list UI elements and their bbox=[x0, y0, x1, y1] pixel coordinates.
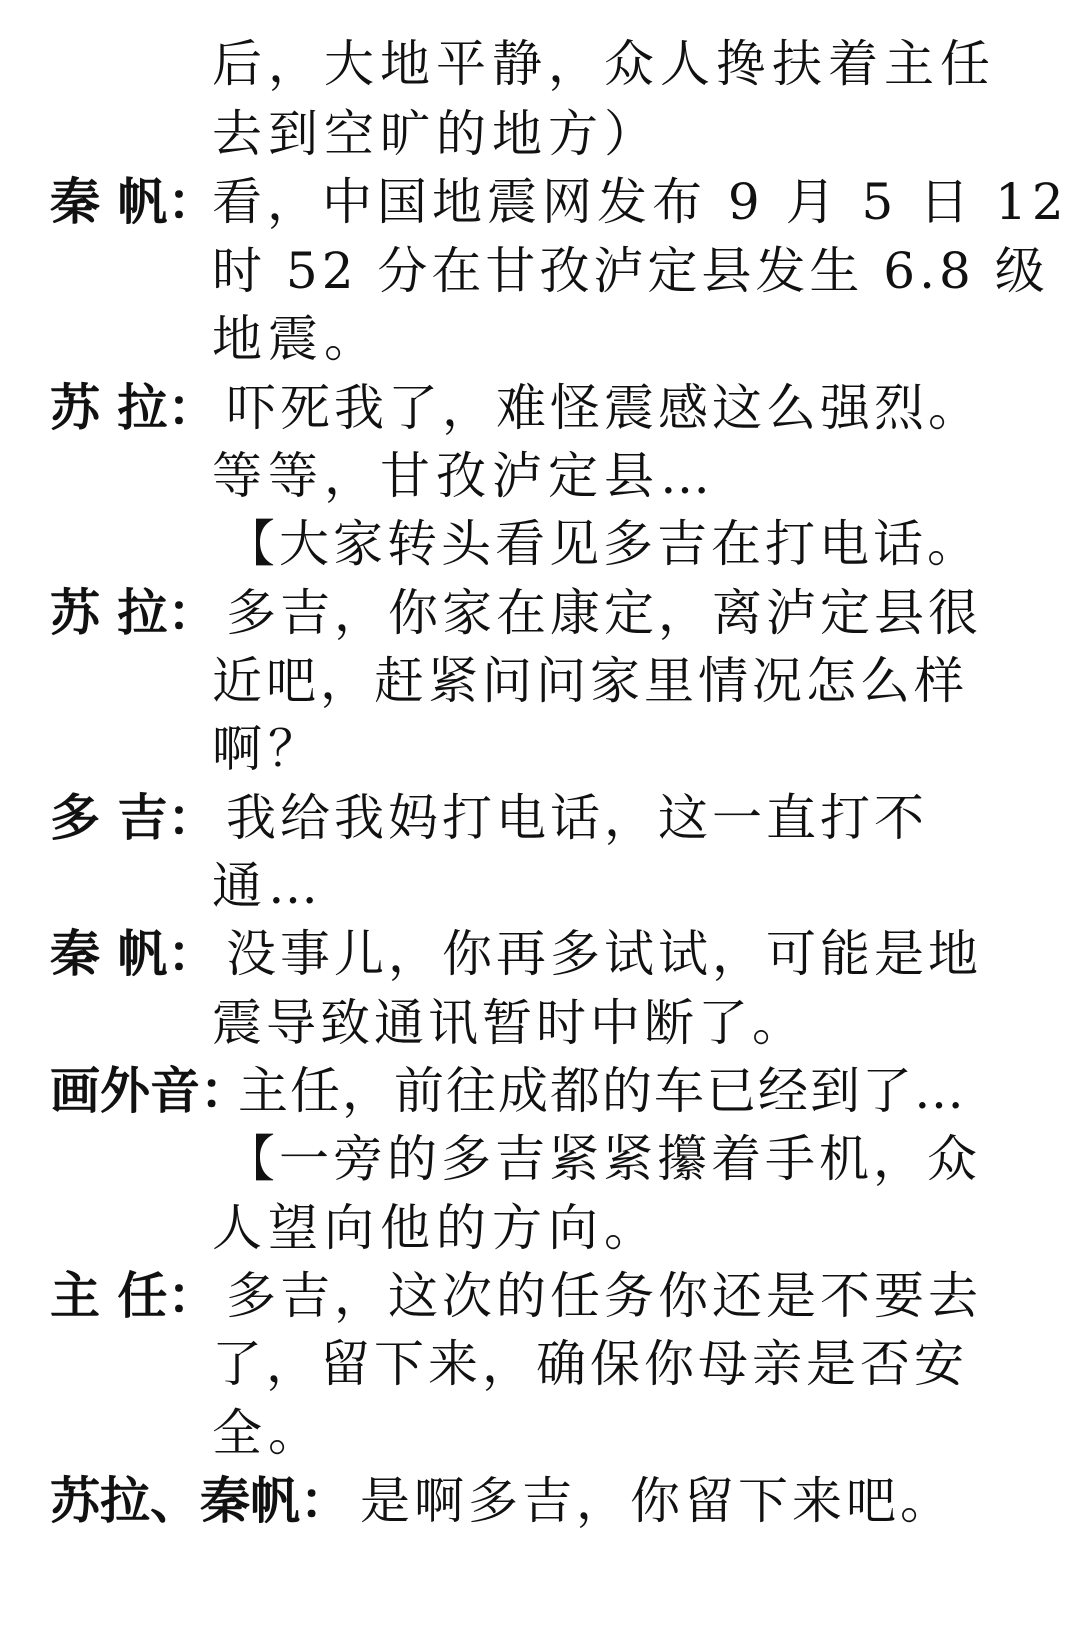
script-line bbox=[0, 1397, 1080, 1469]
stage-direction-text: 【一旁的多吉紧紧攥着手机，众 bbox=[225, 1130, 981, 1188]
script-line bbox=[0, 1465, 1080, 1537]
dialogue-text: 去到空旷的地方） bbox=[212, 105, 660, 163]
speaker-name: 秦 帆： bbox=[50, 924, 218, 983]
speaker-name: 苏 拉： bbox=[50, 583, 218, 642]
script-line bbox=[0, 440, 1080, 512]
script-line bbox=[0, 987, 1080, 1059]
dialogue-text: 吓死我了，难怪震感这么强烈。 bbox=[226, 379, 982, 437]
script-line bbox=[0, 166, 1080, 238]
dialogue-text: 时 52 分在甘孜泸定县发生 6.8 级 bbox=[212, 242, 1049, 300]
stage-direction-line bbox=[0, 508, 1080, 580]
script-line bbox=[0, 850, 1080, 922]
dialogue-text: 等等，甘孜泸定县… bbox=[212, 447, 716, 505]
stage-direction-text: 人望向他的方向。 bbox=[212, 1199, 660, 1257]
dialogue-text: 多吉，你家在康定，离泸定县很 bbox=[226, 584, 982, 642]
script-line bbox=[0, 918, 1080, 990]
script-line bbox=[0, 235, 1080, 307]
dialogue-text: 啊？ bbox=[212, 720, 324, 778]
dialogue-text: 地震。 bbox=[212, 310, 380, 368]
dialogue-text: 多吉，这次的任务你还是不要去 bbox=[226, 1267, 982, 1325]
stage-direction-line bbox=[0, 1123, 1080, 1195]
dialogue-text: 主任，前往成都的车已经到了… bbox=[238, 1062, 966, 1120]
script-line bbox=[0, 1055, 1080, 1127]
speaker-name: 多 吉： bbox=[50, 788, 218, 847]
script-line bbox=[0, 98, 1080, 170]
dialogue-text: 后，大地平静，众人搀扶着主任 bbox=[212, 35, 996, 93]
script-line bbox=[0, 577, 1080, 649]
dialogue-text: 全。 bbox=[212, 1404, 324, 1462]
script-line bbox=[0, 28, 1080, 100]
dialogue-text: 看，中国地震网发布 9 月 5 日 12 bbox=[212, 173, 1069, 231]
stage-direction-text: 【大家转头看见多吉在打电话。 bbox=[225, 515, 981, 573]
script-line bbox=[0, 372, 1080, 444]
script-line bbox=[0, 303, 1080, 375]
dialogue-text: 了，留下来，确保你母亲是否安 bbox=[212, 1335, 968, 1393]
dialogue-text: 没事儿，你再多试试，可能是地 bbox=[226, 925, 982, 983]
speaker-name: 苏 拉： bbox=[50, 378, 218, 437]
stage-direction-line bbox=[0, 1192, 1080, 1264]
dialogue-text: 震导致通讯暂时中断了。 bbox=[212, 994, 806, 1052]
script-line bbox=[0, 645, 1080, 717]
dialogue-text: 是啊多吉，你留下来吧。 bbox=[360, 1472, 954, 1530]
dialogue-text: 我给我妈打电话，这一直打不 bbox=[226, 789, 928, 847]
speaker-name: 苏拉、秦帆： bbox=[50, 1471, 350, 1530]
dialogue-text: 通… bbox=[212, 857, 324, 915]
script-line bbox=[0, 1328, 1080, 1400]
speaker-name: 主 任： bbox=[50, 1266, 218, 1325]
speaker-name: 画外音： bbox=[50, 1061, 250, 1120]
script-line bbox=[0, 782, 1080, 854]
dialogue-text: 近吧，赶紧问问家里情况怎么样 bbox=[212, 652, 968, 710]
script-line bbox=[0, 1260, 1080, 1332]
speaker-name: 秦 帆： bbox=[50, 172, 218, 231]
script-line bbox=[0, 713, 1080, 785]
